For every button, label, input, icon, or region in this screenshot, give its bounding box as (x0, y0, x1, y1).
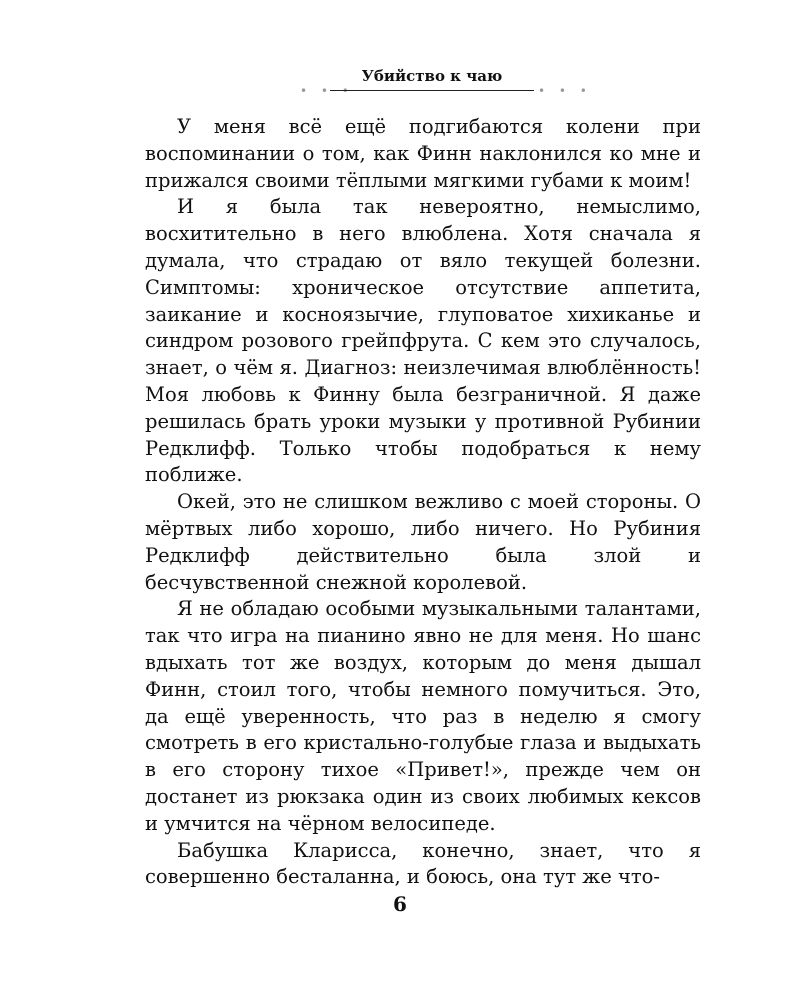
paragraph: И я была так невероятно, немыслимо, восхитительно в него влюблена. Хотя сначала я думала, что страдаю от вяло текущей болезни. Симптомы: хроническое отсутствие аппетита, заикание и косноязычие, глуповатое хихиканье и синдром розового грейпфрута. С кем это случалось, знает, о чём я. Диагноз: неизлечимая влюблённость! Моя любовь к Финну была безграничной. Я даже решилась брать уроки музыки у противной Рубинии Редклифф. Только чтобы подобраться к нему поближе. (145, 195, 701, 487)
running-title: Убийство к чаю (361, 67, 503, 85)
header-ornament-left: • • • (300, 84, 354, 98)
paragraph: Бабушка Кларисса, конечно, знает, что я совершенно бесталанна, и боюсь, она тут же что- (145, 838, 701, 889)
paragraph: Я не обладаю особыми музыкальными талантами, так что игра на пианино явно не для меня. Но шанс вдыхать тот же воздух, которым до меня дышал Финн, стоил того, чтобы немного помучиться. Это, да ещё уверенность, что раз в неделю я смогу смотреть в его кристально-голубые глаза и выдыхать в его сторону тихое «Привет!», прежде чем он достанет из рюкзака один из своих любимых кексов и умчится на чёрном велосипеде. (145, 597, 701, 835)
page-body (145, 114, 701, 891)
running-header (0, 64, 800, 104)
header-rule (330, 90, 534, 91)
header-ornament-right: • • • (538, 84, 592, 98)
paragraph: Окей, это не слишком вежливо с моей стороны. О мёртвых либо хорошо, либо ничего. Но Рубиния Редклифф действительно была злой и бесчувственной снежной королевой. (145, 490, 701, 594)
page-number: 6 (393, 892, 407, 916)
paragraph: У меня всё ещё подгибаются колени при воспоминании о том, как Финн наклонился ко мне и прижался своими тёплыми мягкими губами к моим! (145, 115, 701, 192)
